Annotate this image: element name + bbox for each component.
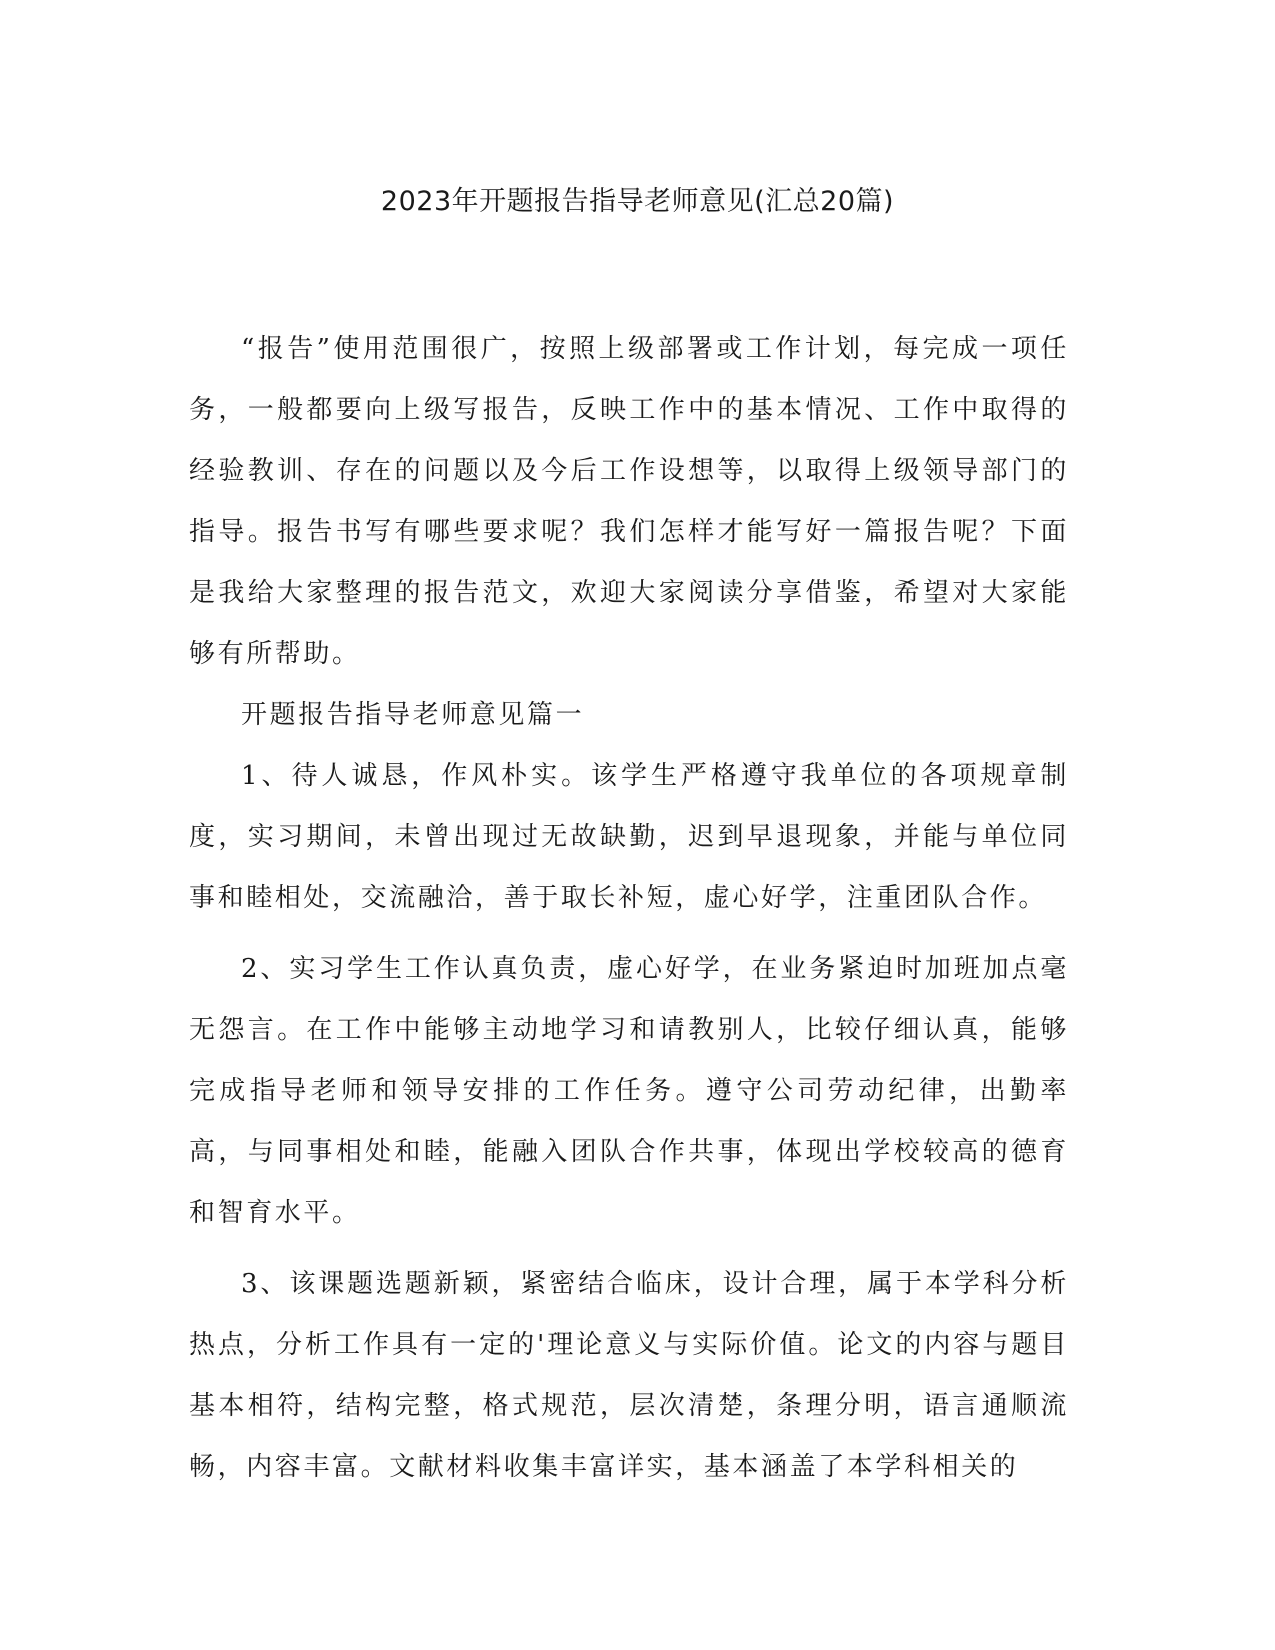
- section-heading: 开题报告指导老师意见篇一: [241, 700, 585, 730]
- intro-paragraph: “报告”使用范围很广，按照上级部署或工作计划，每完成一项任务，一般都要向上级写报告，反映工作中的基本情况、工作中取得的经验教训、存在的问题以及今后工作设想等，以取得上级领导部门的指导。报告书写有哪些要求呢？我们怎样才能写好一篇报告呢？下面是我给大家整理的报告范文，欢迎大家阅读分享借鉴，希望对大家能够有所帮助。: [189, 334, 1069, 669]
- document-title: 2023年开题报告指导老师意见(汇总20篇): [380, 186, 895, 217]
- opinion-item-1: 1、待人诚恳，作风朴实。该学生严格遵守我单位的各项规章制度，实习期间，未曾出现过无故缺勤，迟到早退现象，并能与单位同事和睦相处，交流融洽，善于取长补短，虚心好学，注重团队合作。: [189, 761, 1069, 913]
- opinion-item-3: 3、该课题选题新颖，紧密结合临床，设计合理，属于本学科分析热点，分析工作具有一定的'理论意义与实际价值。论文的内容与题目基本相符，结构完整，格式规范，层次清楚，条理分明，语言通顺流畅，内容丰富。文献材料收集丰富详实，基本涵盖了本学科相关的: [189, 1269, 1069, 1482]
- document-body: [189, 319, 1069, 1498]
- opinion-item-2: 2、实习学生工作认真负责，虚心好学，在业务紧迫时加班加点毫无怨言。在工作中能够主动地学习和请教别人，比较仔细认真，能够完成指导老师和领导安排的工作任务。遵守公司劳动纪律，出勤率高，与同事相处和睦，能融入团队合作共事，体现出学校较高的德育和智育水平。: [189, 954, 1069, 1228]
